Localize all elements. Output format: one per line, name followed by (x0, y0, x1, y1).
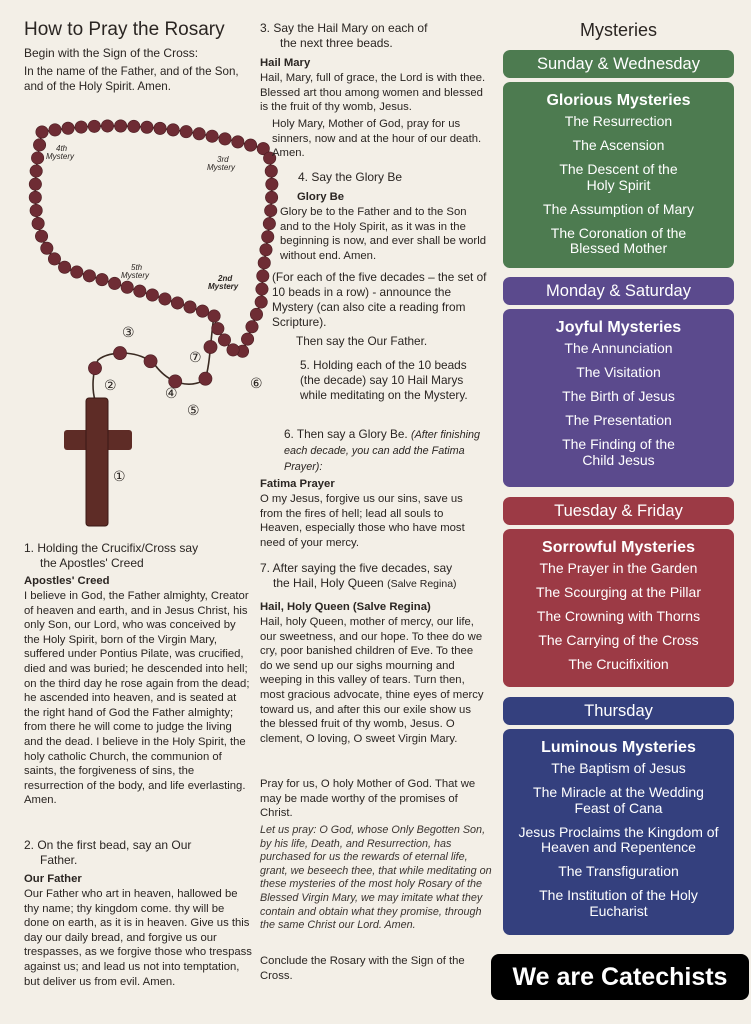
step-number-6: ⑥ (250, 376, 263, 392)
rosary-bead (265, 204, 277, 216)
rosary-bead (113, 346, 126, 359)
rosary-bead (96, 273, 108, 285)
fatima-title: Fatima Prayer (260, 478, 335, 490)
rosary-bead (154, 122, 166, 134)
days-bar-tuesday-friday: Tuesday & Friday (503, 497, 734, 525)
mystery-item: The Resurrection (564, 113, 673, 129)
glorious-mysteries-panel (503, 82, 734, 268)
step-number-1: ① (113, 469, 126, 485)
rosary-bead (218, 334, 230, 346)
rosary-bead (121, 281, 133, 293)
step-number-4: ④ (165, 386, 178, 402)
mystery-label-2nd-b: Mystery (208, 282, 239, 291)
rosary-bead (141, 121, 153, 133)
rosary-bead (184, 301, 196, 313)
rosary-bead (29, 191, 41, 203)
mystery-item: The Finding of the Child Jesus (562, 436, 675, 468)
step-number-5: ⑤ (187, 403, 200, 419)
rosary-bead (62, 122, 74, 134)
rosary-bead (75, 121, 87, 133)
rosary-bead (58, 261, 70, 273)
rosary-bead (265, 191, 277, 203)
step-7-heading: 7. After saying the five decades, say the Hail, Holy Queen (Salve Regina) (260, 561, 457, 590)
mystery-item: The Baptism of Jesus (551, 760, 686, 776)
mystery-label-5th-b: Mystery (121, 271, 149, 280)
rosary-bead (88, 120, 100, 132)
hail-holy-queen-text: Hail, holy Queen, mother of mercy, our life, our sweetness, and our hope. To thee do we cry, poor banished children of Eve. To thee do we send up our sighs mourning and weeping in this valley of tears. Turn then, most gracious advocate, thine eyes of mercy toward us, and after this our exile show us the blessed fruit of thy womb, Jesus. O clement, O loving, O sweet Virgin Mary. (260, 616, 484, 745)
rosary-bead (30, 165, 42, 177)
days-bar-sunday-wednesday: Sunday & Wednesday (503, 50, 734, 78)
rosary-bead (193, 128, 205, 140)
rosary-bead (83, 270, 95, 282)
rosary-bead (196, 305, 208, 317)
fatima-text: O my Jesus, forgive us our sins, save us from the fires of hell; lead all souls to Heaven, especially those who have most need of your mercy. (260, 493, 465, 549)
rosary-bead (33, 139, 45, 151)
mystery-item: The Miracle at the Wedding Feast of Cana (533, 784, 704, 816)
rosary-bead (32, 217, 44, 229)
rosary-bead (41, 242, 53, 254)
apostles-creed-title: Apostles' Creed (24, 575, 110, 587)
rosary-bead (114, 120, 126, 132)
crucifix (64, 398, 132, 526)
rosary-bead (144, 355, 157, 368)
rosary-bead (71, 266, 83, 278)
rosary-bead (49, 124, 61, 136)
step-4-heading: 4. Say the Glory Be (298, 170, 403, 184)
conclude-text: Conclude the Rosary with the Sign of the Cross. (260, 955, 465, 982)
days-bar-monday-saturday: Monday & Saturday (503, 277, 734, 305)
our-father-text: Our Father who art in heaven, hallowed be thy name; thy kingdom come. thy will be done on earth, as it is in heaven. Give us this day our daily bread, and forgive us our trespasses, as we forgive those who trespass against us; and lead us not into temptation, but deliver us from evil. Amen. (24, 888, 252, 988)
rosary-bead (101, 120, 113, 132)
hail-mary-title: Hail Mary (260, 57, 311, 69)
glory-be-title: Glory Be (297, 191, 345, 203)
rosary-bead (246, 321, 258, 333)
rosary-bead (241, 333, 253, 345)
hail-mary-text-2: Holy Mary, Mother of God, pray for us sinners, now and at the hour of our death. Amen. (272, 118, 482, 160)
apostles-creed-text: I believe in God, the Father almighty, Creator of heaven and earth, and in Jesus Christ, his only Son, our Lord, who was conceived by the Holy Spirit, born of the Virgin Mary, suffered under Pontius Pilate, was crucified, died and was buried; he descended into hell; on the third day he rose again from the dead; he ascended into heaven, and is seated at the right hand of God the Father almighty; from there he will come to judge the living and the dead. I believe in the Holy Spirit, the holy catholic Church, the communion of saints, the forgiveness of sins, the resurrection of the body, and life everlasting. Amen. (24, 590, 250, 807)
step-6: 6. Then say a Glory Be. (After finishing each decade, you can add the Fatima Prayer): (284, 427, 481, 473)
rosary-bead (208, 310, 220, 322)
rosary-bead (48, 253, 60, 265)
step-number-2: ② (104, 378, 117, 394)
mystery-item: The Transfiguration (558, 863, 679, 879)
glorious-mysteries-title: Glorious Mysteries (546, 92, 691, 109)
rosary-bead (134, 285, 146, 297)
rosary-bead (204, 340, 217, 353)
mystery-item: The Crucifixition (568, 656, 669, 672)
rosary-bead (36, 126, 48, 138)
mystery-item: The Annunciation (564, 340, 673, 356)
rosary-diagram (0, 105, 300, 535)
rosary-bead (171, 297, 183, 309)
step-number-3: ③ (122, 325, 135, 341)
joyful-mysteries-panel (503, 309, 734, 487)
mystery-item: The Assumption of Mary (543, 200, 694, 217)
rosary-bead (265, 165, 277, 177)
mystery-item: The Ascension (572, 137, 665, 153)
days-bar-thursday: Thursday (503, 697, 734, 725)
rosary-bead (256, 283, 268, 295)
mystery-item: The Scourging at the Pillar (536, 584, 701, 600)
luminous-mysteries-panel (503, 729, 734, 935)
hail-mary-text-1: Hail, Mary, full of grace, the Lord is with thee. Blessed art thou among women and blessed is the fruit of thy womb, Jesus. (260, 72, 486, 114)
step-3-heading: 3. Say the Hail Mary on each of the next three beads. (260, 21, 428, 50)
rosary-bead (262, 231, 274, 243)
mystery-label-2nd: 2nd (218, 274, 233, 283)
sign-of-cross-text: In the name of the Father, and of the Son, and of the Holy Spirit. Amen. (24, 65, 239, 93)
rosary-bead (31, 152, 43, 164)
step-number-7: ⑦ (189, 350, 202, 366)
rosary-bead (108, 277, 120, 289)
mystery-item: The Prayer in the Garden (539, 560, 698, 576)
rosary-bead (255, 296, 267, 308)
rosary-bead (232, 136, 244, 148)
mystery-label-5th: 5th (131, 263, 143, 272)
mystery-item: Jesus Proclaims the Kingdom of Heaven and Repentence (518, 823, 719, 855)
page-title: How to Pray the Rosary (24, 19, 225, 40)
mystery-item: The Carrying of the Cross (538, 632, 699, 648)
mystery-item: The Birth of Jesus (562, 388, 675, 404)
decade-note: (For each of the five decades – the set of 10 beads in a row) - announce the Mystery (can also cite a reading from Scripture). (272, 270, 487, 329)
rosary-bead (29, 178, 41, 190)
mystery-item: The Crowning with Thorns (536, 608, 701, 624)
pray-for-us-text: Pray for us, O holy Mother of God. That we may be made worthy of the promises of Christ. (260, 778, 476, 820)
rosary-bead (250, 308, 262, 320)
catechists-watermark: We are Catechists (491, 954, 749, 1000)
mystery-item: The Visitation (576, 364, 661, 380)
mystery-item: The Descent of the Holy Spirit (559, 161, 678, 193)
rosary-bead (199, 372, 212, 385)
rosary-bead (146, 289, 158, 301)
rosary-bead (258, 257, 270, 269)
sorrowful-mysteries-panel (503, 529, 734, 687)
rosary-bead (206, 130, 218, 142)
rosary-bead (159, 293, 171, 305)
rosary-bead (260, 244, 272, 256)
step-1-heading: 1. Holding the Crucifix/Cross say the Apostles' Creed (24, 541, 199, 570)
rosary-bead (244, 139, 256, 151)
mystery-label-3rd-b: Mystery (207, 163, 235, 172)
glory-be-text: Glory be to the Father and to the Son and to the Holy Spirit, as it was in the beginning is now, and ever shall be world without end. Amen. (280, 206, 486, 262)
sorrowful-mysteries-title: Sorrowful Mysteries (542, 539, 695, 556)
rosary-bead (30, 204, 42, 216)
rosary-bead (128, 120, 140, 132)
mystery-label-4th-b: Mystery (46, 152, 74, 161)
rosary-bead (263, 217, 275, 229)
rosary-bead (167, 124, 179, 136)
rosary-bead (180, 125, 192, 137)
joyful-mysteries-title: Joyful Mysteries (555, 319, 682, 336)
mystery-label-3rd: 3rd (217, 155, 229, 164)
hail-holy-queen-title: Hail, Holy Queen (Salve Regina) (260, 601, 431, 613)
rosary-bead (219, 133, 231, 145)
step-5-text: 5. Holding each of the 10 beads (the decade) say 10 Hail Marys while meditating on the Mystery. (300, 358, 468, 402)
mysteries-heading: Mysteries (579, 20, 657, 40)
mystery-item: The Institution of the Holy Eucharist (539, 887, 698, 919)
rosary-bead (257, 270, 269, 282)
rosary-bead (212, 322, 224, 334)
step-2-heading: 2. On the first bead, say an Our Father. (24, 838, 192, 867)
begin-instruction: Begin with the Sign of the Cross: (24, 46, 199, 60)
rosary-bead (227, 344, 239, 356)
rosary-bead (88, 362, 101, 375)
mystery-label-4th: 4th (56, 144, 68, 153)
mystery-item: The Presentation (565, 412, 672, 428)
luminous-mysteries-title: Luminous Mysteries (541, 739, 696, 756)
let-us-pray-text: Let us pray: O God, whose Only Begotten Son, by his life, Death, and Resurrection, has purchased for us the rewards of eternal life, grant, we beseech thee, that while meditating on these mysteries of the most holy Rosary of the Blessed Virgin Mary, we may imitate what they contain and obtain what they promise, through the same Christ our Lord. Amen. (260, 824, 492, 932)
then-our-father: Then say the Our Father. (296, 334, 428, 348)
our-father-title: Our Father (24, 873, 82, 885)
rosary-bead (35, 230, 47, 242)
mystery-item: The Coronation of the Blessed Mother (550, 224, 687, 256)
rosary-bead (266, 178, 278, 190)
